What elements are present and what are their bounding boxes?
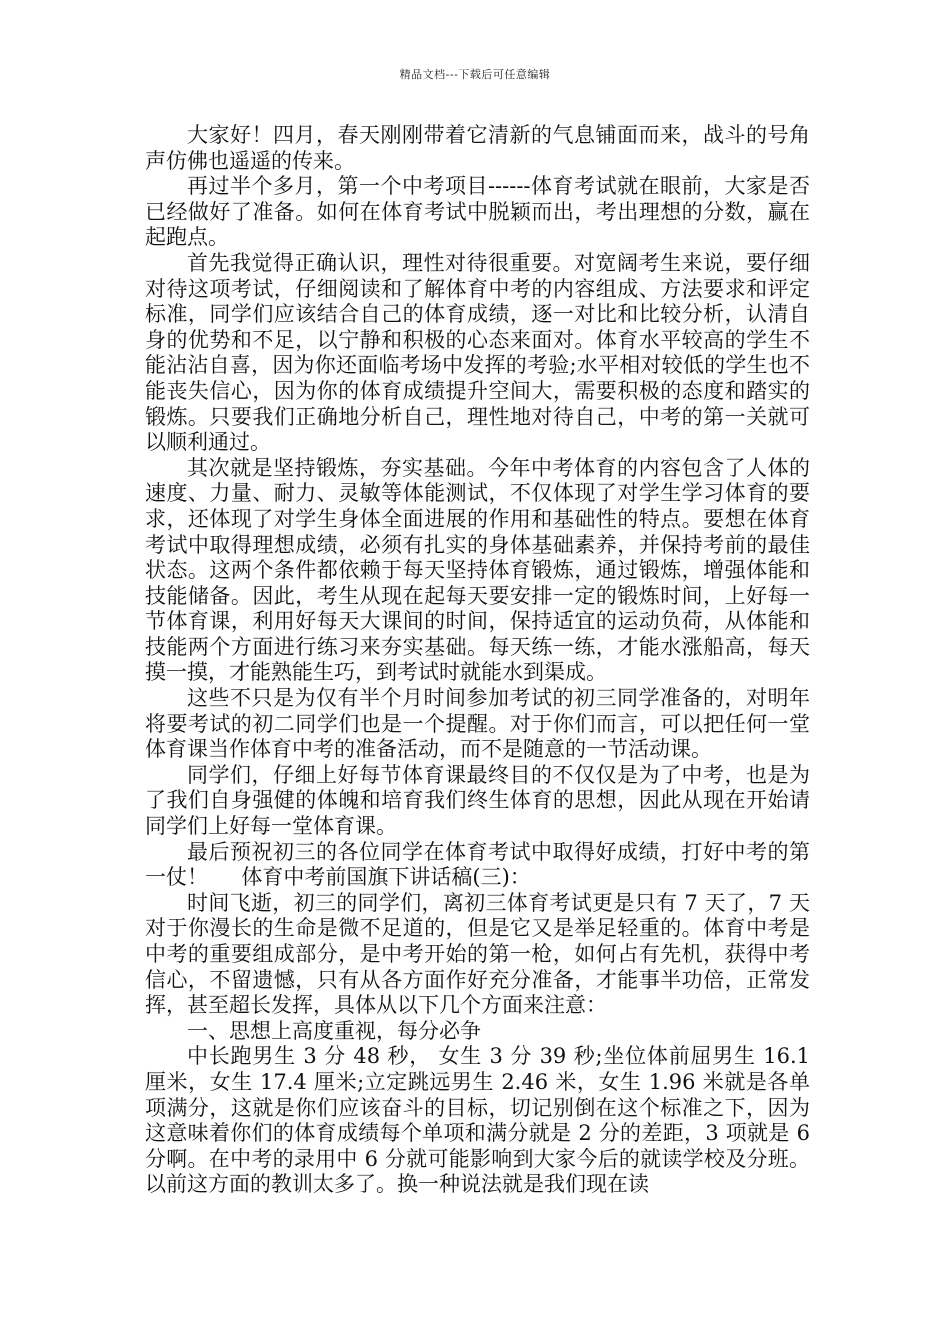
paragraph-closing: 最后预祝初三的各位同学在体育考试中取得好成绩，打好中考的第一仗！ 体育中考前国旗下讲话稿(三)： [145, 839, 810, 890]
paragraph-first-point: 首先我觉得正确认识，理性对待很重要。对宽阔考生来说，要仔细对待这项考试，仔细阅读和了解体育中考的内容组成、方法要求和评定标准，同学们应该结合自己的体育成绩，逐一对比和比较分析，认清自身的优势和不足，以宁静和积极的心态来面对。体育水平较高的学生不能沾沾自喜，因为你还面临考场中发挥的考验;水平相对较低的学生也不能丧失信心，因为你的体育成绩提升空间大，需要积极的态度和踏实的锻炼。只要我们正确地分析自己，理性地对待自己，中考的第一关就可以顺利通过。 [145, 250, 810, 455]
paragraph-intro: 再过半个多月，第一个中考项目------体育考试就在眼前，大家是否已经做好了准备。如何在体育考试中脱颖而出，考出理想的分数，赢在起跑点。 [145, 174, 810, 250]
paragraph-time: 时间飞逝，初三的同学们，离初三体育考试更是只有 7 天了，7 天对于你漫长的生命是微不足道的，但是它又是举足轻重的。体育中考是中考的重要组成部分，是中考开始的第一枪，如何占有先机，获得中考信心，不留遗憾，只有从各方面作好充分准备，才能事半功倍，正常发挥，甚至超长发挥，具体从以下几个方面来注意： [145, 890, 810, 1018]
paragraph-greeting: 大家好！四月，春天刚刚带着它清新的气息铺面而来，战斗的号角声仿佛也遥遥的传来。 [145, 123, 810, 173]
document-body [145, 123, 817, 1198]
paragraph-heading-one: 一、思想上高度重视，每分必争 [187, 1018, 481, 1043]
paragraph-purpose: 同学们，仔细上好每节体育课最终目的不仅仅是为了中考，也是为了我们自身强健的体魄和培育我们终生体育的思想，因此从现在开始请同学们上好每一堂体育课。 [145, 762, 810, 839]
paragraph-reminder: 这些不只是为仅有半个月时间参加考试的初三同学准备的，对明年将要考试的初二同学们也是一个提醒。对于你们而言，可以把任何一堂体育课当作体育中考的准备活动，而不是随意的一节活动课。 [145, 686, 810, 762]
paragraph-second-point: 其次就是坚持锻炼，夯实基础。今年中考体育的内容包含了人体的速度、力量、耐力、灵敏等体能测试，不仅体现了对学生学习体育的要求，还体现了对学生身体全面进展的作用和基础性的特点。要想在体育考试中取得理想成绩，必须有扎实的身体基础素养，并保持考前的最佳状态。这两个条件都依赖于每天坚持体育锻炼，通过锻炼，增强体能和技能储备。因此，考生从现在起每天要安排一定的锻炼时间，上好每一节体育课，利用好每天大课间的时间，保持适宜的运动负荷，从体能和技能两个方面进行练习来夯实基础。每天练一练，才能水涨船高，每天摸一摸，才能熟能生巧，到考试时就能水到渠成。 [145, 455, 810, 685]
header-note: 精品文档---下载后可任意编辑 [399, 68, 551, 81]
paragraph-standards: 中长跑男生 3 分 48 秒， 女生 3 分 39 秒;坐位体前屈男生 16.1 厘米，女生 17.4 厘米;立定跳远男生 2.46 米，女生 1.96 米就是各单项满分，这就是你们应该奋斗的目标，切记别倒在这个标准之下，因为这意味着你们的体育成绩每个单项和满分就是 2 分的差距，3 项就是 6 分啊。在中考的录用中 6 分就可能影响到大家今后的就读学校及分班。以前这方面的教训太多了。换一种说法就是我们现在读 [145, 1044, 817, 1197]
